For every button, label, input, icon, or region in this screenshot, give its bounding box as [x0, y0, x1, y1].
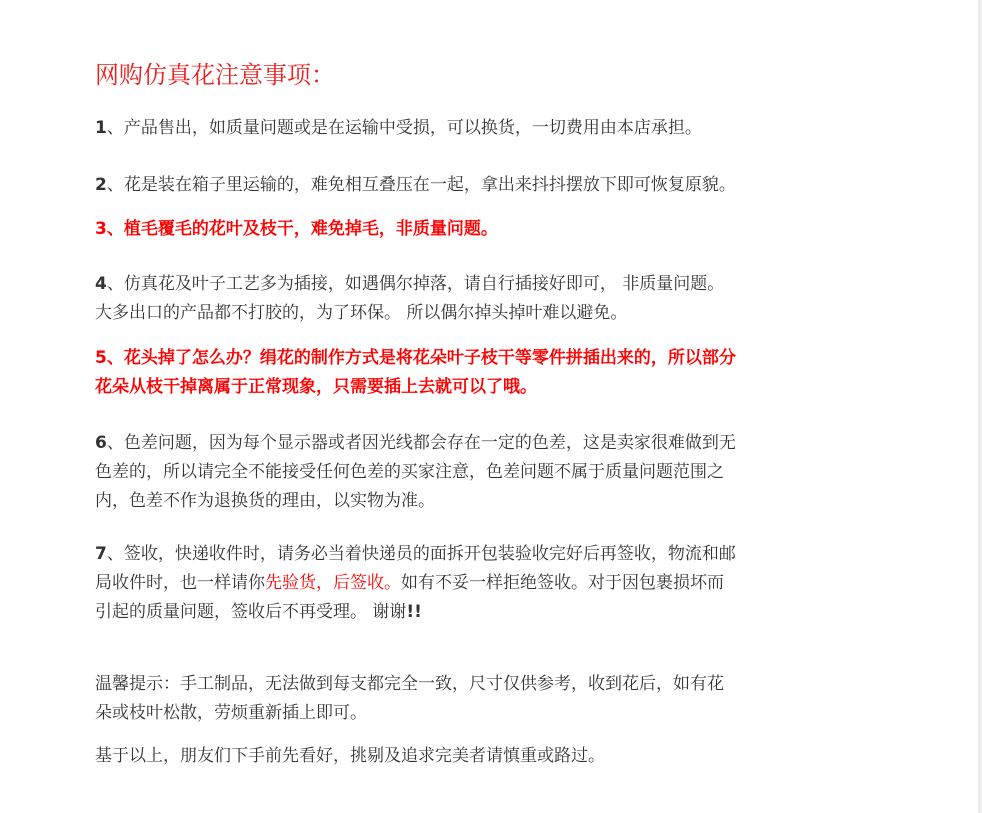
- item-number: 4: [95, 274, 107, 294]
- item-text-line-2: 大多出口的产品都不打胶的，为了环保。 所以偶尔掉头掉叶难以避免。: [95, 303, 628, 323]
- item-text-line-3: 内，色差不作为退换货的理由，以实物为准。: [95, 491, 435, 511]
- warm-tip-line-1: 温馨提示：手工制品，无法做到每支都完全一致，尺寸仅供参考，收到花后，如有花: [95, 674, 724, 694]
- item-number: 3: [95, 219, 107, 239]
- item-number: 2: [95, 175, 107, 195]
- page-edge-rule: [978, 0, 982, 813]
- notice-item-3: [95, 215, 895, 244]
- notice-item-5: [95, 344, 895, 402]
- warm-tip-line-2: 朵或枝叶松散，劳烦重新插上即可。: [95, 703, 367, 723]
- item-text-line-1: 、签收，快递收件时，请务必当着快递员的面拆开包装验收完好后再签收，物流和邮: [106, 544, 736, 564]
- thanks-emphasis: !!: [406, 602, 422, 622]
- item-number: 1: [95, 118, 107, 138]
- notice-item-6: [95, 429, 895, 516]
- notice-item-4: [95, 270, 895, 328]
- item-text-line-2: 花朵从枝干掉离属于正常现象，只需要插上去就可以了哦。: [95, 377, 537, 397]
- item-text-line-3: 引起的质量问题，签收后不再受理。 谢谢: [95, 602, 407, 622]
- notice-item-7: [95, 540, 895, 627]
- item-text: 、植毛覆毛的花叶及枝干，难免掉毛，非质量问题。: [106, 219, 498, 239]
- notice-item-1: [95, 114, 895, 143]
- closing-note: 基于以上，朋友们下手前先看好，挑剔及追求完美者请慎重或路过。: [95, 746, 605, 766]
- item-number: 7: [95, 544, 107, 564]
- item-number: 5: [95, 348, 107, 368]
- warm-tip: [95, 670, 895, 728]
- item-text-line-1: 、花头掉了怎么办？绢花的制作方式是将花朵叶子枝干等零件拼插出来的，所以部分: [106, 348, 736, 368]
- item-text-line-2-pre: 局收件时，也一样请你: [95, 573, 265, 593]
- item-text-line-1: 、色差问题，因为每个显示器或者因光线都会存在一定的色差，这是卖家很难做到无: [106, 433, 736, 453]
- item-text: 、花是装在箱子里运输的，难免相互叠压在一起，拿出来抖抖摆放下即可恢复原貌。: [106, 175, 736, 195]
- item-number: 6: [95, 433, 107, 453]
- page-title: 网购仿真花注意事项：: [95, 61, 335, 89]
- inspect-before-sign-highlight: 先验货，后签收。: [265, 573, 401, 593]
- item-text-line-2-post: 如有不妥一样拒绝签收。对于因包裹损坏而: [401, 573, 724, 593]
- notice-item-2: [95, 171, 895, 200]
- item-text: 、产品售出，如质量问题或是在运输中受损，可以换货，一切费用由本店承担。: [106, 118, 702, 138]
- item-text-line-2: 色差的，所以请完全不能接受任何色差的买家注意，色差问题不属于质量问题范围之: [95, 462, 724, 482]
- item-text-line-1: 、仿真花及叶子工艺多为插接，如遇偶尔掉落，请自行插接好即可， 非质量问题。: [106, 274, 725, 294]
